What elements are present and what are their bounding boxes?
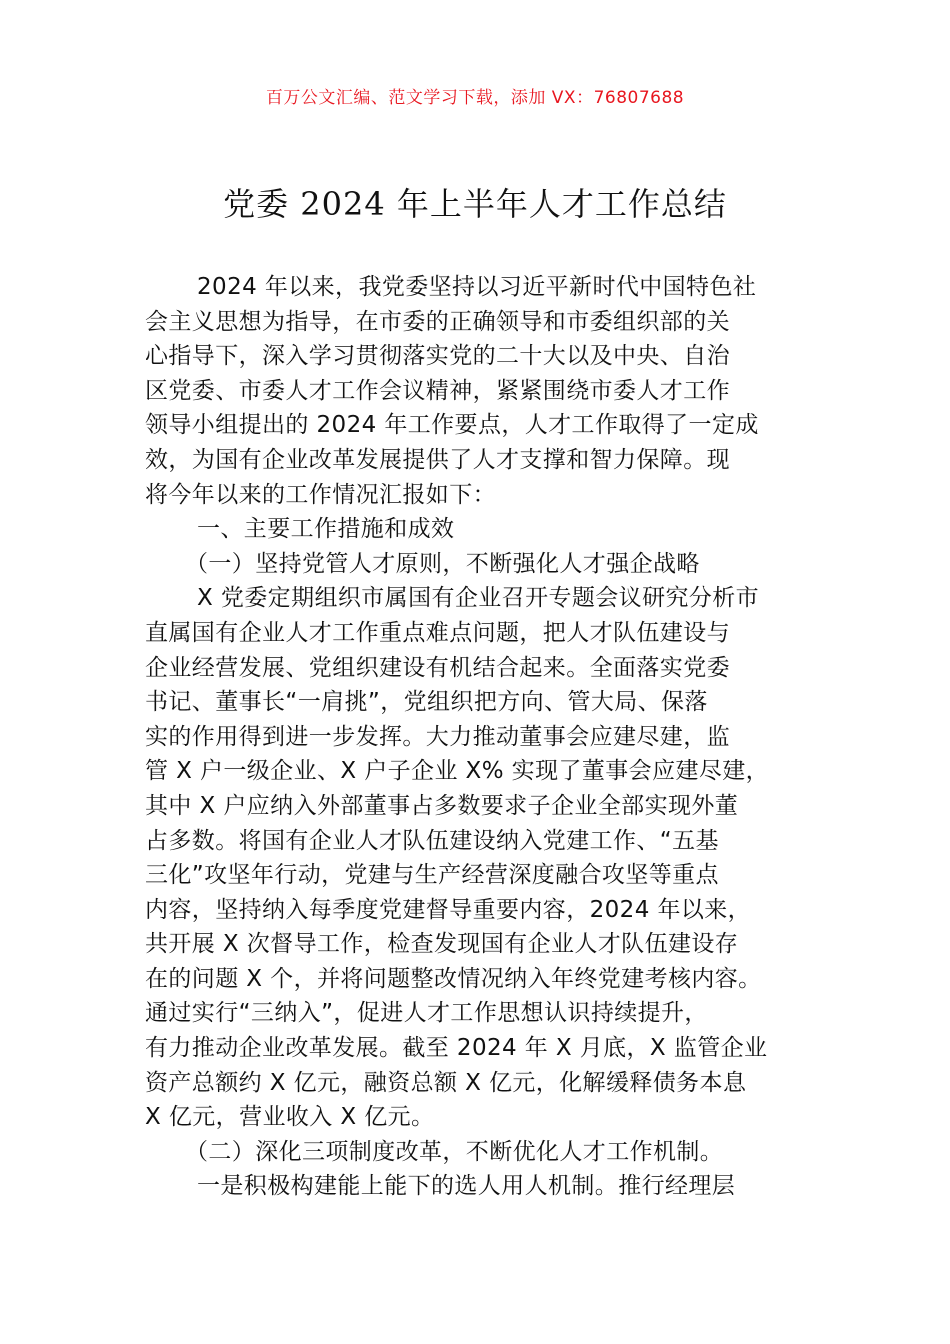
paragraph-line: 其中 X 户应纳入外部董事占多数要求子企业全部实现外董 [145,792,739,819]
paragraph-line: 区党委、市委人才工作会议精神，紧紧围绕市委人才工作 [145,377,730,404]
paragraph-line: 占多数。将国有企业人才队伍建设纳入党建工作、“五基 [145,827,719,854]
paragraph-line: 一是积极构建能上能下的选人用人机制。推行经理层 [197,1173,736,1200]
document-title: 党委 2024 年上半年人才工作总结 [223,185,727,223]
paragraph-line: 有力推动企业改革发展。截至 2024 年 X 月底，X 监管企业 [145,1035,768,1062]
paragraph-line: 领导小组提出的 2024 年工作要点，人才工作取得了一定成 [145,412,759,439]
paragraph-line: 通过实行“三纳入”，促进人才工作思想认识持续提升， [145,1000,708,1027]
paragraph-line: 三化”攻坚年行动，党建与生产经营深度融合攻坚等重点 [145,862,719,889]
paragraph-line: 共开展 X 次督导工作，检查发现国有企业人才队伍建设存 [145,931,739,958]
paragraph-line: X 党委定期组织市属国有企业召开专题会议研究分析市 [197,585,760,612]
paragraph-line: 在的问题 X 个，并将问题整改情况纳入年终党建考核内容。 [145,965,762,992]
paragraph-line: 企业经营发展、党组织建设有机结合起来。全面落实党委 [145,654,730,681]
paragraph-line: 心指导下，深入学习贯彻落实党的二十大以及中央、自治 [145,343,730,370]
paragraph-line: 效，为国有企业改革发展提供了人才支撑和智力保障。现 [145,446,730,473]
paragraph-line: 直属国有企业人才工作重点难点问题，把人才队伍建设与 [145,619,730,646]
paragraph-line: 实的作用得到进一步发挥。大力推动董事会应建尽建，监 [145,723,730,750]
paragraph-line: 将今年以来的工作情况汇报如下： [145,481,496,508]
document-body [145,270,805,1204]
paragraph-line: 书记、董事长“一肩挑”，党组织把方向、管大局、保落 [145,689,708,716]
paragraph-line: 2024 年以来，我党委坚持以习近平新时代中国特色社 [197,274,757,300]
paragraph-line: 资产总额约 X 亿元，融资总额 X 亿元，化解缓释债务本息 [145,1069,747,1096]
paragraph-line: 内容，坚持纳入每季度党建督导重要内容，2024 年以来， [145,896,752,923]
paragraph-line: X 亿元，营业收入 X 亿元。 [145,1104,435,1131]
paragraph-line: 会主义思想为指导，在市委的正确领导和市委组织部的关 [145,308,730,335]
promo-header-note: 百万公文汇编、范文学习下载，添加 VX：76807688 [265,88,685,108]
subsection-heading: （二）深化三项制度改革，不断优化人才工作机制。 [185,1138,724,1165]
paragraph-line: 管 X 户一级企业、X 户子企业 X% 实现了董事会应建尽建， [145,758,770,785]
section-heading: 一、主要工作措施和成效 [197,516,455,543]
subsection-heading: （一）坚持党管人才原则，不断强化人才强企战略 [185,550,700,577]
